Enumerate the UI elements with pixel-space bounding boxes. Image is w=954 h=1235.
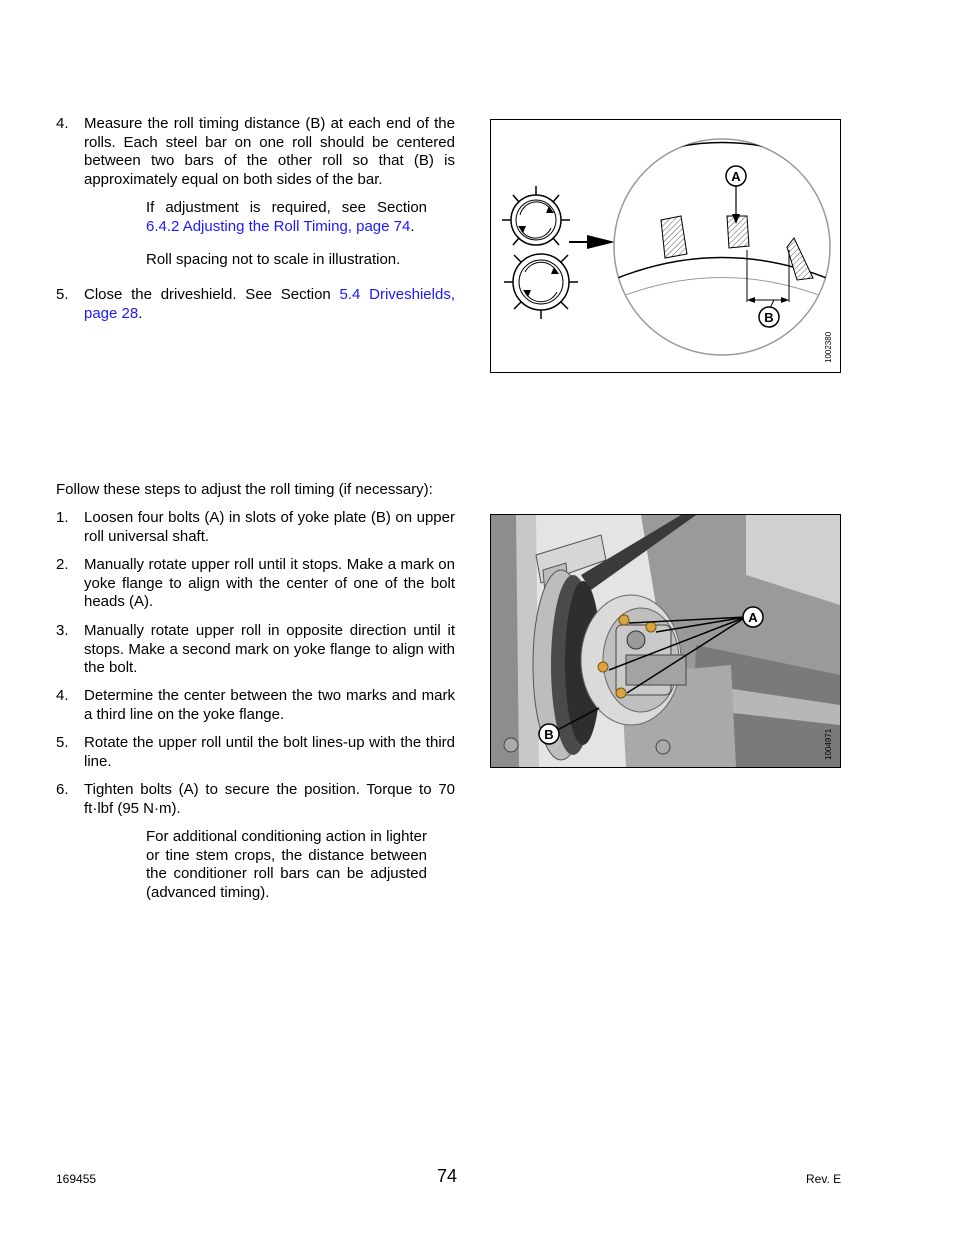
step-number: 1. bbox=[56, 509, 69, 526]
step-number: 5. bbox=[56, 286, 69, 303]
step-text: Determine the center between the two marks and mark a third line on the yoke flange. bbox=[84, 687, 455, 723]
step-number: 4. bbox=[56, 115, 69, 132]
upper-roll-icon bbox=[502, 186, 570, 245]
bolt-a2 bbox=[646, 622, 656, 632]
doc-number: 169455 bbox=[56, 1172, 97, 1186]
step-number: 4. bbox=[56, 687, 69, 704]
figure-id: 1002380 bbox=[824, 331, 833, 363]
step-text bbox=[84, 286, 455, 323]
yoke-plate-figure bbox=[490, 514, 841, 768]
bolt-a1 bbox=[619, 615, 629, 625]
revision: Rev. E bbox=[806, 1172, 842, 1186]
note-text: If adjustment is required, see Section bbox=[146, 199, 427, 216]
step-text: Tighten bolts (A) to secure the position. Torque to 70 ft·lbf (95 N·m). bbox=[84, 781, 455, 817]
page-number: 74 bbox=[437, 1166, 458, 1186]
lower-roll-icon bbox=[504, 254, 578, 319]
step-number: 5. bbox=[56, 734, 69, 751]
callout-b-label: B bbox=[764, 310, 774, 325]
step-number: 3. bbox=[56, 622, 69, 639]
step-text: Rotate the upper roll until the bolt lines-up with the third line. bbox=[84, 734, 455, 770]
note-scale: Roll spacing not to scale in illustration. bbox=[146, 251, 401, 268]
step-text: Measure the roll timing distance (B) at each end of the rolls. Each steel bar on one roll should be centered between two bars of the other roll so that (B) is approximately equal on both sides of the bar. bbox=[84, 115, 455, 189]
note-adjustment bbox=[146, 199, 427, 236]
step-text: Loosen four bolts (A) in slots of yoke plate (B) on upper roll universal shaft. bbox=[84, 509, 455, 545]
arrow-icon bbox=[587, 235, 615, 249]
yoke-plate-illustration bbox=[491, 515, 840, 767]
procedure-intro: Follow these steps to adjust the roll timing (if necessary): bbox=[56, 481, 433, 498]
section-link[interactable]: 5.4 Driveshields, page 28 bbox=[84, 286, 455, 322]
callout-b-label: B bbox=[544, 727, 554, 742]
figure-id: 1004971 bbox=[824, 728, 833, 760]
callout-a-label: A bbox=[748, 610, 758, 625]
step-text: Manually rotate upper roll until it stops. Make a mark on yoke flange to align with the center of one of the bolt heads (A). bbox=[84, 556, 455, 611]
step-number: 6. bbox=[56, 781, 69, 798]
section-link[interactable]: 6.4.2 Adjusting the Roll Timing, page 74 bbox=[146, 217, 411, 235]
step-number: 2. bbox=[56, 556, 69, 573]
step-text-start: Close the driveshield. See Section bbox=[84, 286, 340, 303]
roll-timing-illustration bbox=[491, 120, 840, 372]
note-advanced-timing: For additional conditioning action in lighter or tine stem crops, the distance between the conditioner roll bars can be adjusted (advanced timing). bbox=[146, 828, 427, 902]
callout-a-label: A bbox=[731, 169, 741, 184]
step-text-end: . bbox=[138, 304, 143, 322]
bolt-a3 bbox=[598, 662, 608, 672]
step-text: Manually rotate upper roll in opposite direction until it stops. Make a second mark on yoke flange to align with the bolt. bbox=[84, 622, 455, 677]
roll-timing-figure bbox=[490, 119, 841, 373]
note-text-end: . bbox=[410, 217, 415, 235]
bolt-a4 bbox=[616, 688, 626, 698]
